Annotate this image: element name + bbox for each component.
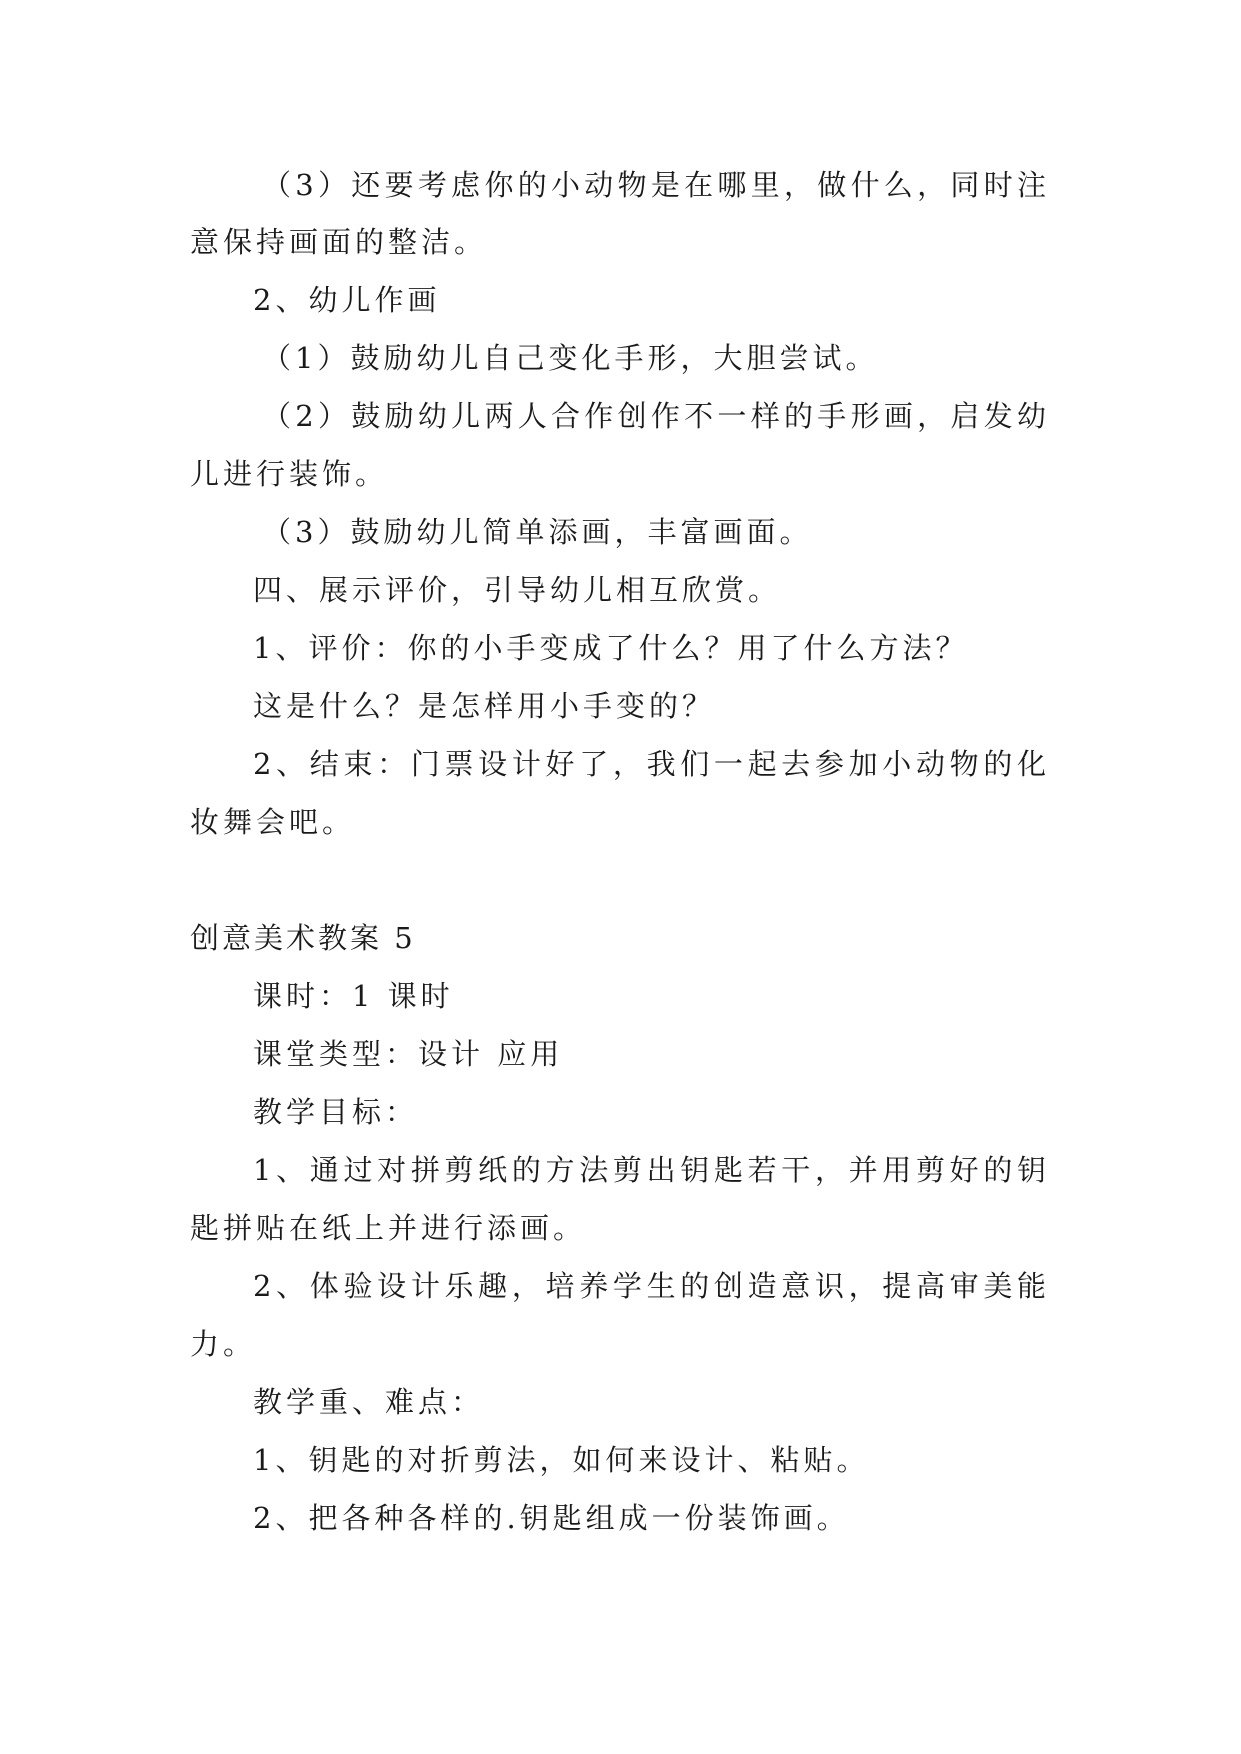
section-title: 创意美术教案 5 [190, 921, 416, 955]
list-item: 1、评价：你的小手变成了什么？用了什么方法？ [253, 631, 969, 665]
list-item: 2、体验设计乐趣，培养学生的创造意识，提高审美能 [253, 1269, 1050, 1303]
paragraph-line: 意保持画面的整洁。 [190, 225, 488, 259]
paragraph-line: 力。 [190, 1327, 257, 1361]
list-item: 1、通过对拼剪纸的方法剪出钥匙若干，并用剪好的钥 [253, 1153, 1050, 1187]
paragraph-line: 儿进行装饰。 [190, 457, 389, 491]
list-item: （3）鼓励幼儿简单添画，丰富画面。 [262, 515, 813, 549]
list-item: 2、把各种各样的.钥匙组成一份装饰画。 [253, 1501, 850, 1535]
subsection-heading: 教学重、难点： [253, 1385, 485, 1419]
paragraph-line: 匙拼贴在纸上并进行添画。 [190, 1211, 587, 1245]
list-item: 1、钥匙的对折剪法，如何来设计、粘贴。 [253, 1443, 870, 1477]
paragraph-line: 妆舞会吧。 [190, 805, 356, 839]
subsection-heading: 教学目标： [253, 1095, 419, 1129]
paragraph-line: 课时：1 课时 [253, 979, 454, 1013]
section-heading: 四、展示评价，引导幼儿相互欣赏。 [253, 573, 782, 607]
paragraph-line: 这是什么？是怎样用小手变的？ [253, 689, 716, 723]
list-item: （2）鼓励幼儿两人合作创作不一样的手形画，启发幼 [262, 399, 1050, 433]
list-item: （1）鼓励幼儿自己变化手形，大胆尝试。 [262, 341, 879, 375]
paragraph-line: （3）还要考虑你的小动物是在哪里，做什么，同时注 [262, 168, 1050, 202]
paragraph-line: 课堂类型：设计 应用 [253, 1037, 564, 1071]
list-item: 2、结束：门票设计好了，我们一起去参加小动物的化 [253, 747, 1050, 781]
list-heading: 2、幼儿作画 [253, 283, 441, 317]
